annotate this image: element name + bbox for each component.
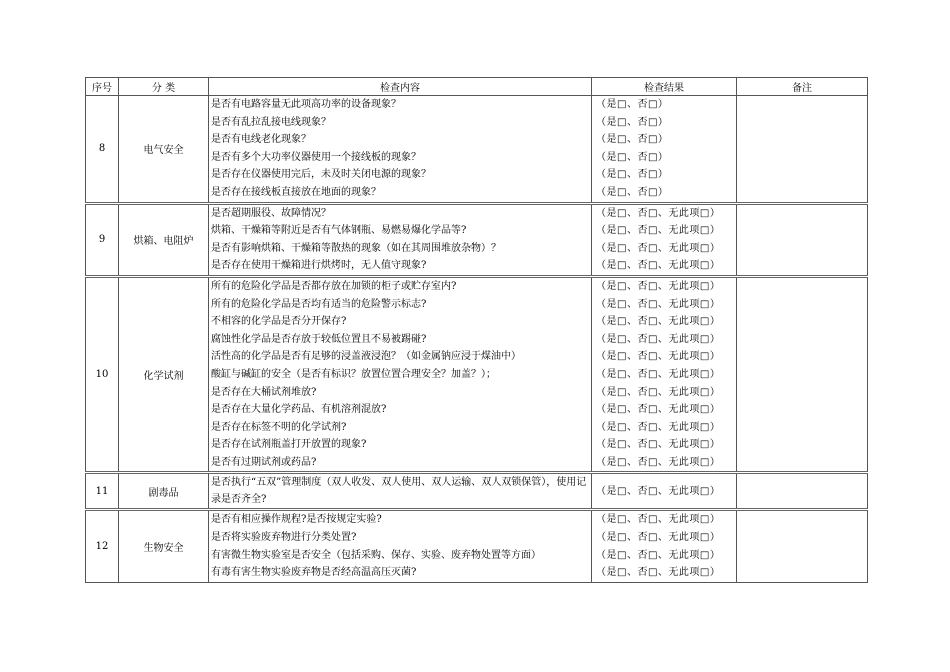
row-number: 10 — [86, 276, 119, 473]
check-item: 是否超期服役、故障情况？ — [211, 207, 331, 219]
row-number: 8 — [86, 96, 119, 204]
result-options[interactable]: （是□、否□） — [596, 116, 669, 128]
row-number: 9 — [86, 203, 119, 276]
remark-cell[interactable] — [737, 473, 868, 510]
row-number: 12 — [86, 510, 119, 582]
content-list — [209, 473, 592, 510]
check-item: 是否将实验废弃物进行分类处置? — [211, 532, 357, 544]
check-item: 是否有影响烘箱、干燥箱等散热的现象（如在其周围堆放杂物）？ — [211, 242, 501, 254]
result-options[interactable]: （是□、否□、无此项□） — [596, 368, 721, 380]
result-options[interactable]: （是□、否□、无此项□） — [596, 567, 721, 579]
result-list — [592, 203, 737, 276]
result-options[interactable]: （是□、否□、无此项□） — [596, 439, 721, 451]
header-content: 检查内容 — [209, 78, 592, 96]
category-label: 生物安全 — [119, 510, 209, 582]
table-row — [86, 96, 868, 204]
check-item: 有害微生物实验室是否安全（包括采购、保存、实验、废弃物处置等方面） — [211, 549, 541, 561]
result-list — [592, 96, 737, 204]
check-item: 是否有电线老化现象？ — [211, 134, 311, 146]
table-row — [86, 473, 868, 510]
result-options[interactable]: （是□、否□、无此项□） — [596, 260, 721, 272]
remark-cell[interactable] — [737, 96, 868, 204]
result-options[interactable]: （是□、否□、无此项□） — [596, 404, 721, 416]
result-options[interactable]: （是□、否□、无此项□） — [596, 532, 721, 544]
result-options[interactable]: （是□、否□、无此项□） — [596, 333, 721, 345]
check-item: 是否有电路容量无此项高功率的设备现象？ — [211, 99, 401, 110]
category-label: 电气安全 — [119, 96, 209, 204]
result-options[interactable]: （是□、否□、无此项□） — [596, 386, 721, 398]
check-item: 烘箱、干燥箱等附近是否有气体钢瓶、易燃易爆化学品等? — [211, 225, 467, 237]
check-item: 是否存在大量化学药品、有机溶剂混放? — [211, 404, 387, 416]
table-row — [86, 276, 868, 473]
category-label: 剧毒品 — [119, 473, 209, 510]
header-no: 序号 — [86, 78, 119, 96]
content-list — [209, 510, 592, 582]
check-item: 是否存在标签不明的化学试剂? — [211, 421, 347, 433]
result-options[interactable]: （是□、否□、无此项□） — [596, 242, 721, 254]
check-item: 所有的危险化学品是否均有适当的危险警示标志? — [211, 298, 427, 310]
category-label: 化学试剂 — [119, 276, 209, 473]
header-category: 分 类 — [119, 78, 209, 96]
result-list — [592, 510, 737, 582]
check-item: 是否存在试剂瓶盖打开放置的现象? — [211, 439, 367, 451]
result-list — [592, 276, 737, 473]
result-options[interactable]: （是□、否□） — [596, 186, 669, 198]
table-row — [86, 203, 868, 276]
remark-cell[interactable] — [737, 203, 868, 276]
result-options[interactable]: （是□、否□） — [596, 134, 669, 146]
table-header-row — [86, 78, 868, 96]
check-item: 有毒有害生物实验废弃物是否经高温高压灭菌? — [211, 567, 417, 579]
header-remark: 备注 — [737, 78, 868, 96]
result-options[interactable]: （是□、否□、无此项□） — [596, 421, 721, 433]
check-item: 是否有过期试剂或药品? — [211, 456, 317, 468]
result-options[interactable]: （是□、否□、无此项□） — [596, 225, 721, 237]
check-item: 不相容的化学品是否分开保存? — [211, 316, 347, 328]
check-item: 是否执行“五双”管理制度（双人收发、双人使用、双人运输、双人双锁保管），使用记录是否齐全? — [211, 477, 587, 506]
result-options[interactable]: （是□、否□、无此项□） — [596, 351, 721, 363]
result-options[interactable]: （是□、否□） — [596, 151, 669, 163]
result-options[interactable]: （是□、否□、无此项□） — [596, 207, 721, 219]
remark-cell[interactable] — [737, 276, 868, 473]
result-list — [592, 473, 737, 510]
check-item: 是否存在使用干燥箱进行烘烤时，无人值守现象? — [211, 260, 427, 272]
check-item: 腐蚀性化学品是否存放于较低位置且不易被踢碰? — [211, 333, 427, 345]
result-options[interactable]: （是□、否□、无此项□） — [596, 316, 721, 328]
header-result: 检查结果 — [592, 78, 737, 96]
result-options[interactable]: （是□、否□、无此项□） — [596, 514, 721, 526]
content-list — [209, 203, 592, 276]
result-options[interactable]: （是□、否□、无此项□） — [596, 549, 721, 561]
result-options[interactable]: （是□、否□） — [596, 169, 669, 181]
content-list — [209, 96, 592, 204]
check-item: 酸缸与碱缸的安全（是否有标识？放置位置合理安全？加盖？）； — [211, 368, 496, 380]
row-number: 11 — [86, 473, 119, 510]
check-item: 是否存在仪器使用完后，未及时关闭电源的现象？ — [211, 169, 431, 181]
check-item: 是否存在接线板直接放在地面的现象？ — [211, 186, 381, 198]
inspection-table — [85, 77, 868, 583]
table-row — [86, 510, 868, 582]
result-options[interactable]: （是□、否□） — [596, 99, 669, 110]
result-options[interactable]: （是□、否□、无此项□） — [596, 298, 721, 310]
remark-cell[interactable] — [737, 510, 868, 582]
category-label: 烘箱、电阻炉 — [119, 203, 209, 276]
check-item: 所有的危险化学品是否都存放在加锁的柜子或贮存室内? — [211, 280, 457, 292]
check-item: 活性高的化学品是否有足够的浸盖液浸泡？（如金属钠应浸于煤油中） — [211, 351, 521, 363]
result-options[interactable]: （是□、否□、无此项□） — [596, 456, 721, 468]
check-item: 是否有多个大功率仪器使用一个接线板的现象？ — [211, 151, 421, 163]
result-options[interactable]: （是□、否□、无此项□） — [596, 485, 721, 497]
content-list — [209, 276, 592, 473]
result-options[interactable]: （是□、否□、无此项□） — [596, 280, 721, 292]
check-item: 是否有乱拉乱接电线现象？ — [211, 116, 331, 128]
check-item: 是否存在大桶试剂堆放? — [211, 386, 317, 398]
check-item: 是否有相应操作规程?是否按规定实验? — [211, 514, 382, 526]
